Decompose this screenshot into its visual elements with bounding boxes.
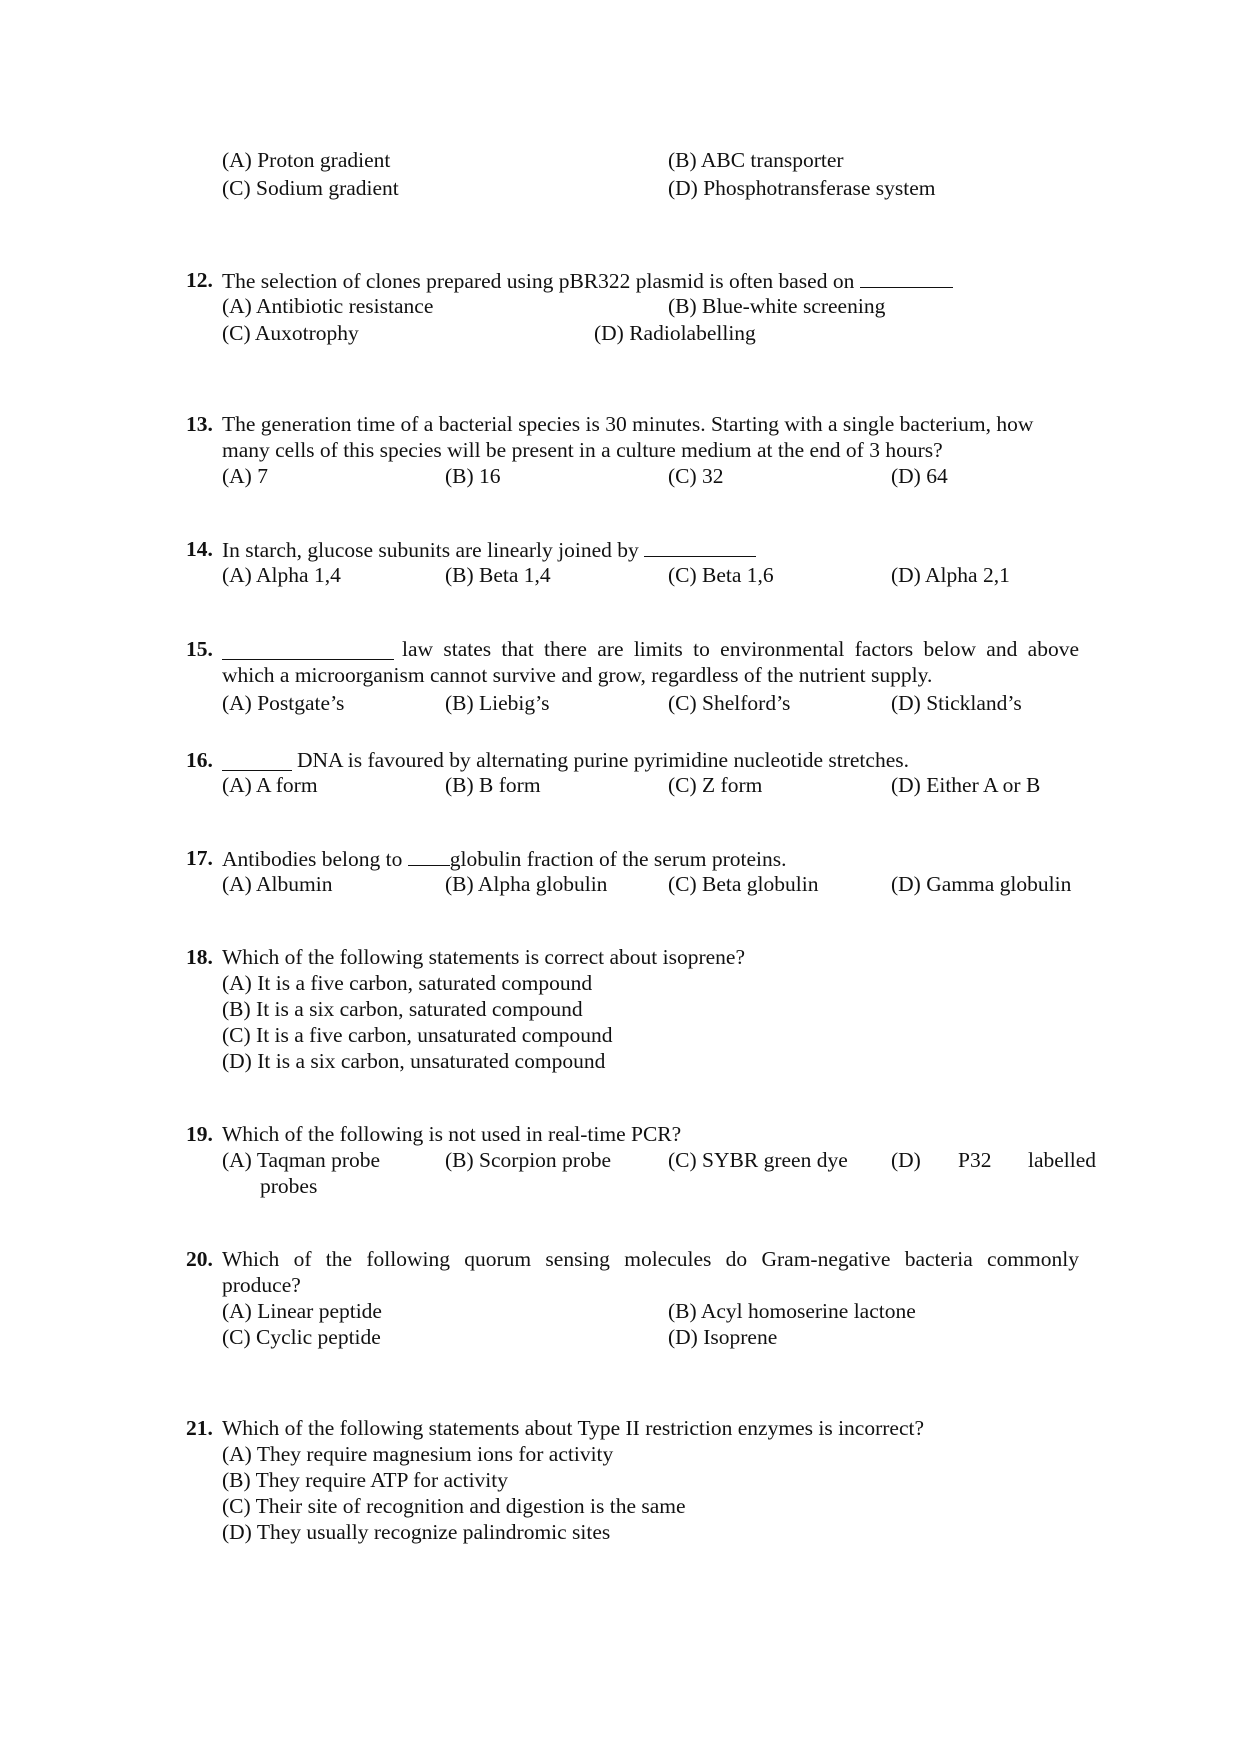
question-text-line-2: which a microorganism cannot survive and grow, regardless of the nutrient supply. [222, 663, 933, 687]
option-a: (A) It is a five carbon, saturated compound [222, 971, 593, 995]
answer-blank [222, 639, 394, 660]
option-b: (B) Beta 1,4 [445, 563, 551, 587]
option-b: (B) Alpha globulin [445, 872, 608, 896]
option-d-word-1: P32 [958, 1148, 992, 1172]
option-b: (B) Liebig’s [445, 691, 550, 715]
option-c: (C) 32 [668, 464, 724, 488]
option-a: (A) Alpha 1,4 [222, 563, 341, 587]
option-b: (B) Acyl homoserine lactone [668, 1299, 916, 1323]
question-number: 14. [186, 537, 213, 561]
option-b: (B) B form [445, 773, 541, 797]
question-number: 20. [186, 1247, 213, 1271]
option-d: (D) Phosphotransferase system [668, 176, 936, 200]
option-c: (C) Beta 1,6 [668, 563, 774, 587]
question-text-line-1: Which of the following quorum sensing molecules do Gram-negative bacteria commonly [222, 1247, 1079, 1271]
question-text-line-2: produce? [222, 1273, 301, 1297]
option-c: (C) Beta globulin [668, 872, 819, 896]
question-text-line-1: law states that there are limits to environmental factors below and above [402, 637, 1079, 661]
option-a: (A) Taqman probe [222, 1148, 381, 1172]
question-number: 21. [186, 1416, 213, 1440]
question-text: The selection of clones prepared using pBR322 plasmid is often based on [222, 267, 953, 294]
question-number: 12. [186, 268, 213, 292]
option-d: (D) Isoprene [668, 1325, 778, 1349]
option-c: (C) SYBR green dye [668, 1148, 848, 1172]
option-d: (D) Either A or B [891, 773, 1041, 797]
answer-blank [860, 267, 953, 288]
option-b: (B) They require ATP for activity [222, 1468, 508, 1492]
option-b: (B) Scorpion probe [445, 1148, 611, 1172]
option-a: (A) They require magnesium ions for activity [222, 1442, 614, 1466]
option-b: (B) ABC transporter [668, 148, 844, 172]
question-text: In starch, glucose subunits are linearly joined by [222, 536, 756, 563]
option-d: (D) Alpha 2,1 [891, 563, 1010, 587]
answer-blank [408, 845, 450, 866]
option-a: (A) Albumin [222, 872, 333, 896]
option-c: (C) It is a five carbon, unsaturated compound [222, 1023, 613, 1047]
option-d: (D) 64 [891, 464, 948, 488]
question-text: DNA is favoured by alternating purine pyrimidine nucleotide stretches. [297, 748, 909, 772]
question-number: 16. [186, 748, 213, 772]
option-c: (C) Shelford’s [668, 691, 791, 715]
option-d: (D) Gamma globulin [891, 872, 1072, 896]
option-c: (C) Auxotrophy [222, 321, 359, 345]
question-number: 19. [186, 1122, 213, 1146]
option-c: (C) Sodium gradient [222, 176, 399, 200]
option-a: (A) Antibiotic resistance [222, 294, 434, 318]
option-d: (D) Radiolabelling [594, 321, 756, 345]
option-d: (D) Stickland’s [891, 691, 1022, 715]
option-a: (A) 7 [222, 464, 268, 488]
option-d: (D) They usually recognize palindromic sites [222, 1520, 611, 1544]
option-a: (A) Proton gradient [222, 148, 391, 172]
option-c: (C) Z form [668, 773, 763, 797]
answer-blank [644, 536, 756, 557]
option-a: (A) A form [222, 773, 318, 797]
question-text: Which of the following statements is correct about isoprene? [222, 945, 746, 969]
option-a-continuation: probes [260, 1174, 318, 1198]
option-a: (A) Linear peptide [222, 1299, 382, 1323]
option-d-word-2: labelled [1028, 1148, 1097, 1172]
question-text: Which of the following is not used in real-time PCR? [222, 1122, 682, 1146]
question-text-line-1: The generation time of a bacterial species is 30 minutes. Starting with a single bacterium, how [222, 412, 1034, 436]
question-text-line-2: many cells of this species will be present in a culture medium at the end of 3 hours? [222, 438, 943, 462]
option-d: (D) It is a six carbon, unsaturated compound [222, 1049, 606, 1073]
question-text: Antibodies belong to globulin fraction of the serum proteins. [222, 847, 787, 871]
option-a: (A) Postgate’s [222, 691, 345, 715]
option-c: (C) Cyclic peptide [222, 1325, 381, 1349]
answer-blank [222, 750, 292, 771]
option-c: (C) Their site of recognition and digestion is the same [222, 1494, 686, 1518]
question-number: 18. [186, 945, 213, 969]
question-number: 17. [186, 846, 213, 870]
question-number: 13. [186, 412, 213, 436]
option-b: (B) It is a six carbon, saturated compound [222, 997, 583, 1021]
option-b: (B) 16 [445, 464, 501, 488]
option-d-label: (D) [891, 1148, 921, 1172]
option-b: (B) Blue-white screening [668, 294, 886, 318]
question-text: Which of the following statements about Type II restriction enzymes is incorrect? [222, 1416, 925, 1440]
question-number: 15. [186, 637, 213, 661]
